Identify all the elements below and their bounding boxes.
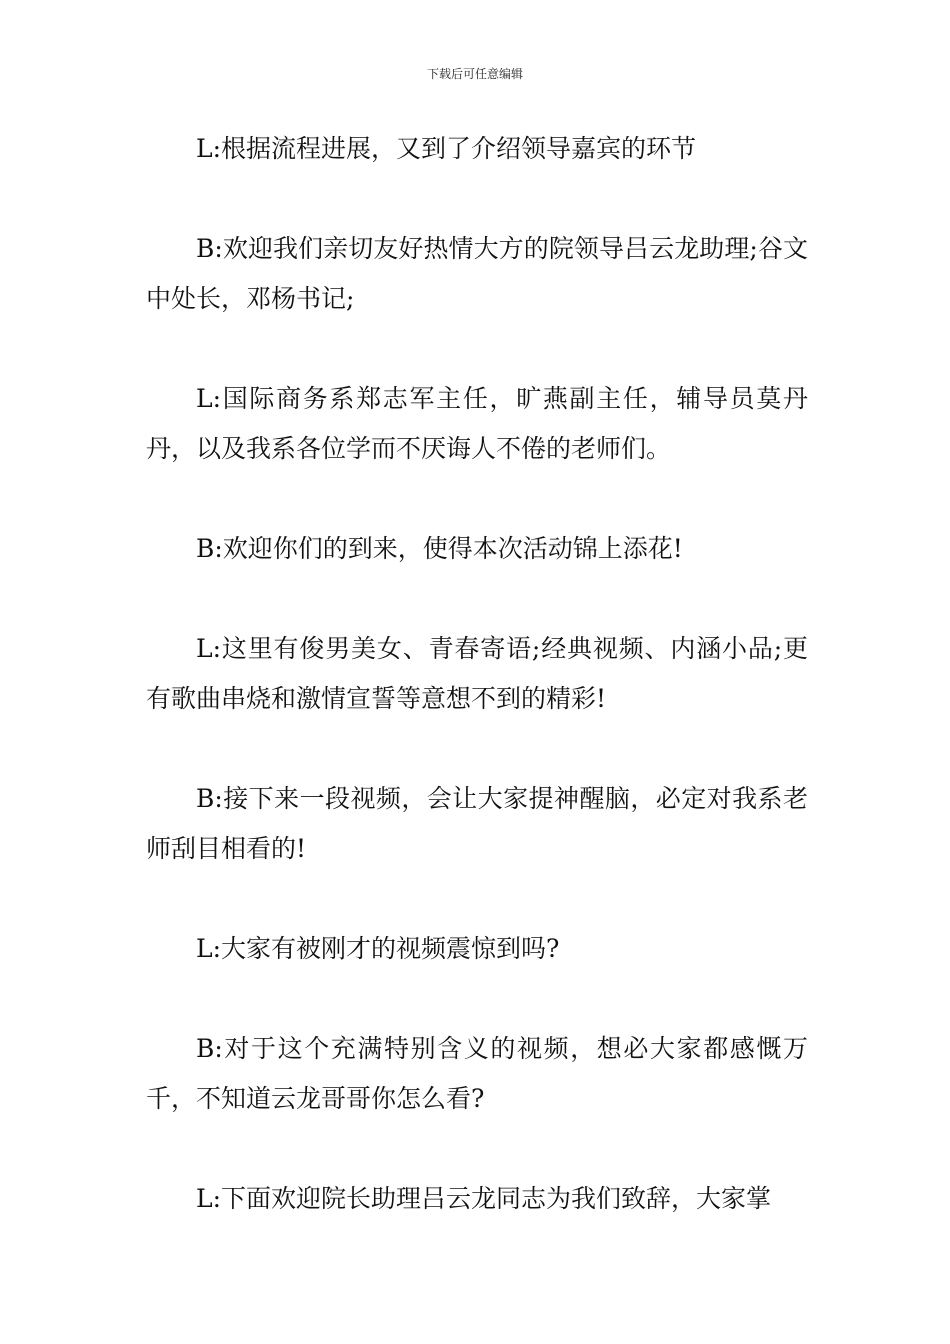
paragraph: L:下面欢迎院长助理吕云龙同志为我们致辞，大家掌 xyxy=(196,1184,772,1213)
paragraph: L:国际商务系郑志军主任，旷燕副主任，辅导员莫丹丹，以及我系各位学而不厌诲人不倦的老师们。 xyxy=(146,384,808,463)
paragraph: B:欢迎你们的到来，使得本次活动锦上添花! xyxy=(196,534,683,563)
paragraph: L:根据流程进展，又到了介绍领导嘉宾的环节 xyxy=(196,134,697,163)
page-header-note: 下载后可任意编辑 xyxy=(426,67,523,81)
paragraph: B:对于这个充满特别含义的视频，想必大家都感慨万千，不知道云龙哥哥你怎么看? xyxy=(146,1034,808,1113)
document-body xyxy=(146,124,808,1274)
paragraph: B:接下来一段视频，会让大家提神醒脑，必定对我系老师刮目相看的! xyxy=(146,784,808,863)
paragraph: L:大家有被刚才的视频震惊到吗? xyxy=(196,934,560,963)
paragraph: L:这里有俊男美女、青春寄语;经典视频、内涵小品;更有歌曲串烧和激情宣誓等意想不到的精彩! xyxy=(146,634,808,713)
paragraph: B:欢迎我们亲切友好热情大方的院领导吕云龙助理;谷文中处长，邓杨书记; xyxy=(146,234,808,313)
